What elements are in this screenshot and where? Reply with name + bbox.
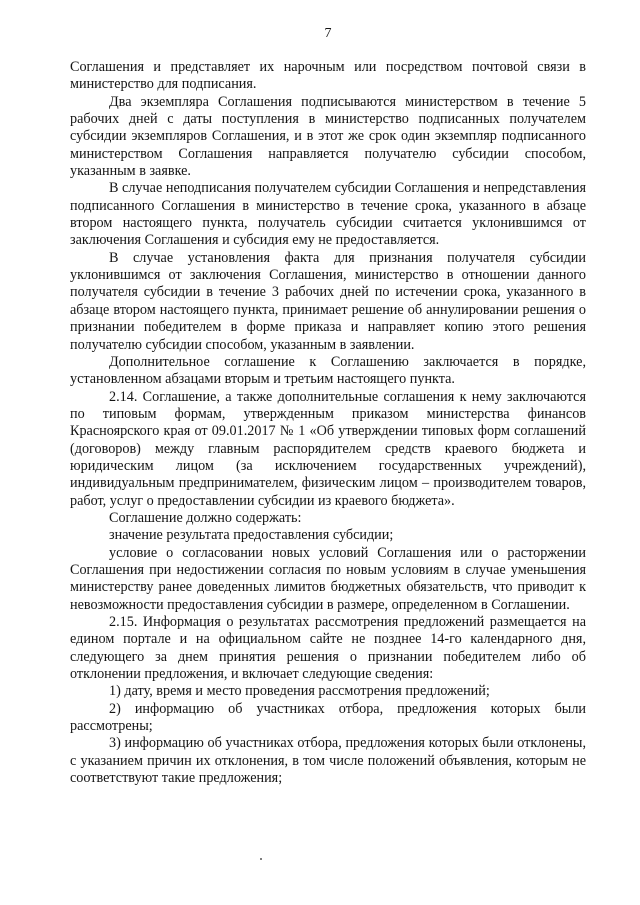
paragraph-result-value: значение результата предоставления субсидии; [109, 527, 394, 544]
document-body [70, 59, 586, 787]
paragraph-continuation: Соглашения и представляет их нарочным или посредством почтовой связи в министерство для подписания. [70, 59, 586, 93]
page-number: 7 [324, 26, 332, 41]
paragraph-2-15: 2.15. Информация о результатах рассмотрения предложений размещается на едином портале и на официальном сайте не позднее 14-го календарного дня, следующего за днем принятия решения о признании победителем либо об отклонении предложения, и включает следующие сведения: [70, 614, 586, 683]
list-item-2: 2) информацию об участниках отбора, предложения которых были рассмотрены; [70, 700, 586, 735]
paragraph-evasion: В случае установления факта для признания получателя субсидии уклонившимся от заключения Соглашения, министерство в отношении данного получателя субсидии в течение 3 рабочих дней по истечении срока, указанного в абзаце втором настоящего пункта, принимает решение об аннулировании решения о признании победителем в форме приказа и направляет копию этого решения получателю субсидии способом, указанным в заявлении. [70, 249, 586, 353]
paragraph-signing-term: Два экземпляра Соглашения подписываются министерством в течение 5 рабочих дней с даты поступления в министерство подписанных получателем субсидии экземпляров Соглашения, и в этот же срок один экземпляр подписанного министерством Соглашения направляется получателю субсидии способом, указанным в заявке. [70, 93, 586, 180]
paragraph-2-14: 2.14. Соглашение, а также дополнительные соглашения к нему заключаются по типовым формам, утвержденным приказом министерства финансов Красноярского края от 09.01.2017 № 1 «Об утверждении типовых форм соглашений (договоров) между главным распорядителем средств краевого бюджета и юридическим лицом (за исключением государственных учреждений), индивидуальным предпринимателем, физическим лицом – производителем товаров, работ, услуг о предоставлении субсидии из краевого бюджета». [70, 388, 586, 509]
paragraph-non-signing: В случае неподписания получателем субсидии Соглашения и непредставления подписанного Соглашения в министерство в течение срока, указанного в абзаце втором настоящего пункта, получатель субсидии считается уклонившимся от заключения Соглашения и субсидия ему не предоставляется. [70, 180, 586, 249]
scan-speck [260, 858, 262, 860]
document-page [70, 0, 586, 905]
paragraph-agreement-contents: Соглашение должно содержать: [109, 509, 302, 526]
paragraph-new-conditions: условие о согласовании новых условий Соглашения или о расторжении Соглашения при недостижении согласия по новым условиям в случае уменьшения министерству ранее доведенных лимитов бюджетных обязательств, что приводит к невозможности предоставления субсидии в размере, определенном в Соглашении. [70, 544, 586, 613]
paragraph-additional-agreement: Дополнительное соглашение к Соглашению заключается в порядке, установленном абзацами вторым и третьим настоящего пункта. [70, 353, 586, 388]
list-item-1: 1) дату, время и место проведения рассмотрения предложений; [109, 683, 490, 700]
list-item-3: 3) информацию об участниках отбора, предложения которых были отклонены, с указанием причин их отклонения, в том числе положений объявления, которым не соответствуют такие предложения; [70, 735, 586, 787]
